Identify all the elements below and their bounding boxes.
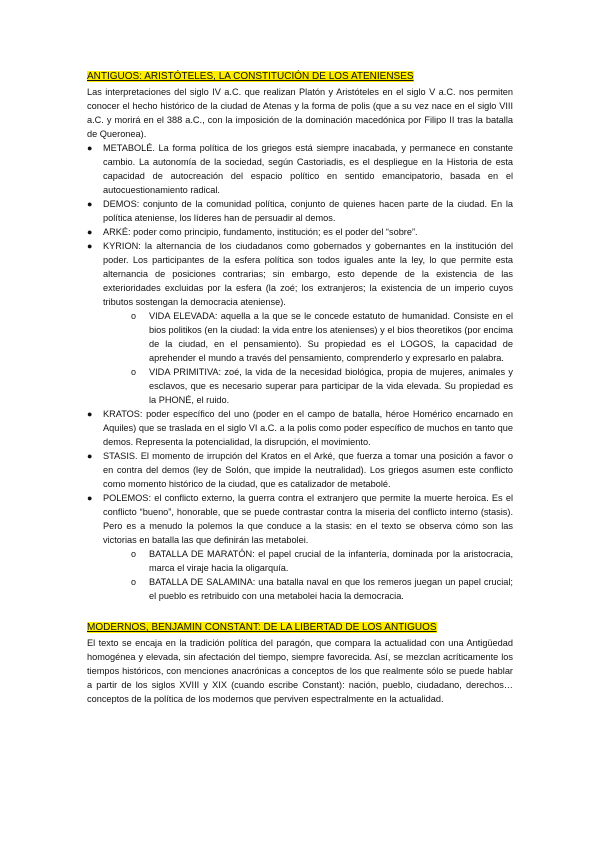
subbullet-vida-elevada (103, 309, 513, 365)
bullet-icon: ● (87, 241, 93, 251)
bullet-icon: ● (87, 199, 93, 209)
concept-list (87, 141, 513, 603)
section1-heading (87, 70, 513, 83)
bullet-polemos (87, 491, 513, 603)
bullet-demos (87, 197, 513, 225)
subbullet-salamina (103, 575, 513, 603)
section2-body: El texto se encaja en la tradición política del paragón, que compara la actualidad con una Antigüedad homogénea y elevada, sin afectación del tiempo, siempre favorecida. Así, se mezclan acríticamente los tiempos históricos, con menciones anacrónicas a conceptos de los que realmente sólo se puede hablar a partir de los siglos XVIII y XIX (cuando escribe Constant): nación, pueblo, ciudadano, derechos… conceptos de la política de los modernos que perviven espectralmente en la actualidad. (87, 638, 513, 704)
bullet-text: KRATOS: poder específico del uno (poder en el campo de batalla, héroe Homérico encarnado en Aquiles) que se traslada en el siglo VI a.C. a la polis como poder específico de muchos en tanto que demos. Representa la potencialidad, la disrupción, el movimiento. (103, 409, 513, 447)
section1-heading-text: ANTIGUOS: ARISTÓTELES, LA CONSTITUCIÓN DE LOS ATENIENSES (87, 71, 414, 82)
bullet-text: ARKÉ: poder como principio, fundamento, institución; es el poder del “sobre”. (103, 227, 418, 237)
bullet-kratos (87, 407, 513, 449)
subbullet-maraton (103, 547, 513, 575)
sub-bullet-icon: o (131, 549, 137, 559)
bullet-kyrion (87, 239, 513, 407)
bullet-icon: ● (87, 451, 93, 461)
section-spacer (87, 603, 513, 621)
bullet-stasis (87, 449, 513, 491)
polemos-sublist (103, 547, 513, 603)
sub-bullet-icon: o (131, 577, 137, 587)
subbullet-vida-primitiva (103, 365, 513, 407)
subbullet-text: BATALLA DE SALAMINA: una batalla naval en que los remeros juegan un papel crucial; el pueblo es retribuido con una metabolei hacia la democracia. (149, 577, 513, 601)
sub-bullet-icon: o (131, 311, 137, 321)
subbullet-text: BATALLA DE MARATÓN: el papel crucial de la infantería, dominada por la aristocracia, marca el viraje hacia la oligarquía. (149, 549, 513, 573)
section1-intro: Las interpretaciones del siglo IV a.C. que realizan Platón y Aristóteles en el siglo V a.C. nos permiten conocer el hecho histórico de la ciudad de Atenas y la forma de polis (que a su vez nace en el siglo VIII a.C. y morirá en el 388 a.C., con la imposición de la dominación macedónica por Filipo II tras la batalla de Queronea). (87, 87, 513, 139)
kyrion-sublist (103, 309, 513, 407)
bullet-text: POLEMOS: el conflicto externo, la guerra contra el extranjero que permite la muerte heroica. Es el conflicto “bueno”, honorable, que se puede contrastar contra la miseria del conflicto interno (stasis). Pero es a menudo la polemos la que conduce a la stasis: en el texto se observa cómo son las victorias en batalla las que definirán las metabolei. (103, 493, 513, 545)
bullet-icon: ● (87, 493, 93, 503)
section2-heading-text: MODERNOS, BENJAMIN CONSTANT: DE LA LIBERTAD DE LOS ANTIGUOS (87, 622, 437, 633)
document-page (87, 70, 513, 706)
bullet-metabole (87, 141, 513, 197)
bullet-text: STASIS. El momento de irrupción del Kratos en el Arké, que fuerza a tomar una posición a favor o en contra del demos (ley de Solón, que impide la neutralidad). Los griegos asumen este conflicto como momento histórico de la ciudad, que es catalizador de metabolé. (103, 451, 513, 489)
bullet-text: DEMOS: conjunto de la comunidad política, conjunto de quienes hacen parte de la ciudad. En la política ateniense, los líderes han de persuadir al demos. (103, 199, 513, 223)
subbullet-text: VIDA PRIMITIVA: zoé, la vida de la necesidad biológica, propia de mujeres, animales y esclavos, que es necesario superar para participar de la vida elevada. Su propiedad es la PHONÉ, el ruido. (149, 367, 513, 405)
bullet-icon: ● (87, 143, 93, 153)
bullet-arke (87, 225, 513, 239)
bullet-icon: ● (87, 409, 93, 419)
subbullet-text: VIDA ELEVADA: aquella a la que se le concede estatuto de humanidad. Consiste en el bios politikos (en la ciudad: la vida entre los atenienses) y el bios theoretikos (por encima de la ciudad, en el pensamiento). Su propiedad es el LOGOS, la capacidad de aprehender el mundo a través del pensamiento, comprenderlo y expresarlo en palabra. (149, 311, 513, 363)
bullet-text: KYRION: la alternancia de los ciudadanos como gobernados y gobernantes en la institución del poder. Los participantes de la esfera política son todos iguales ante la ley, lo que permite esta alternancia de posiciones contrarias; sin embargo, esto depende de la existencia de las exterioridades excluidas por la esfera (la zoé; los extranjeros; la existencia de un imperio cuyos tributos sostengan la democracia ateniense). (103, 241, 513, 307)
section2-heading (87, 621, 513, 634)
bullet-icon: ● (87, 227, 93, 237)
bullet-text: METABOLÉ. La forma política de los griegos está siempre inacabada, y permanece en constante cambio. La autonomía de la sociedad, según Castoriadis, es el despliegue en la Historia de esta capacidad de autocreación del espacio político en sentido emancipatorio, basada en el autocuestionamiento radical. (103, 143, 513, 195)
sub-bullet-icon: o (131, 367, 137, 377)
